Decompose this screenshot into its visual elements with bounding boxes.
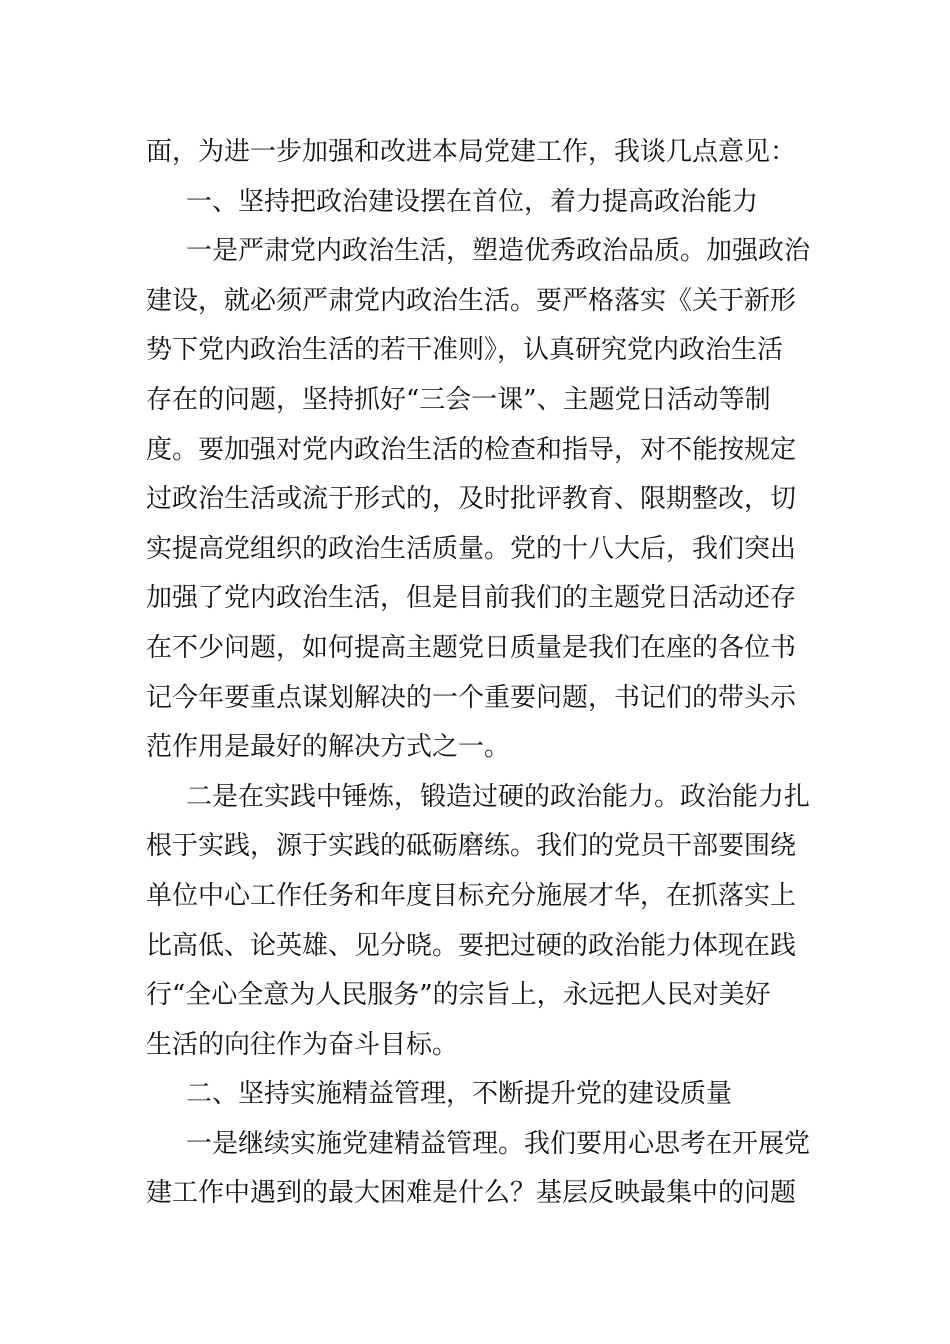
text-line: 行“全心全意为人民服务”的宗旨上，永远把人民对美好	[146, 980, 771, 1011]
section-heading-2: 二、坚持实施精益管理，不断提升党的建设质量	[186, 1079, 733, 1110]
text-line: 生活的向往作为奋斗目标。	[146, 1029, 459, 1060]
text-line: 根于实践，源于实践的砥砺磨练。我们的党员干部要围绕	[146, 831, 797, 862]
text-line: 在不少问题，如何提高主题党日质量是我们在座的各位书	[146, 632, 797, 663]
text-line: 一是严肃党内政治生活，塑造优秀政治品质。加强政治	[186, 236, 811, 267]
text-line: 比高低、论英雄、见分晓。要把过硬的政治能力体现在践	[146, 930, 797, 961]
text-line: 加强了党内政治生活，但是目前我们的主题党日活动还存	[146, 583, 797, 614]
text-line: 建设，就必须严肃党内政治生活。要严格落实《关于新形	[146, 285, 797, 316]
text-line: 单位中心工作任务和年度目标充分施展才华，在抓落实上	[146, 880, 797, 911]
text-line: 实提高党组织的政治生活质量。党的十八大后，我们突出	[146, 533, 797, 564]
text-line: 一是继续实施党建精益管理。我们要用心思考在开展党	[186, 1128, 811, 1159]
text-line: 范作用是最好的解决方式之一。	[146, 732, 511, 763]
text-line: 建工作中遇到的最大困难是什么？基层反映最集中的问题	[146, 1178, 797, 1209]
section-heading-1: 一、坚持把政治建设摆在首位，着力提高政治能力	[186, 186, 759, 217]
text-line: 面，为进一步加强和改进本局党建工作，我谈几点意见：	[146, 137, 797, 167]
text-line: 度。要加强对党内政治生活的检查和指导，对不能按规定	[146, 434, 797, 465]
text-line: 过政治生活或流于形式的，及时批评教育、限期整改，切	[146, 484, 797, 515]
document-body	[146, 128, 816, 1219]
text-line: 势下党内政治生活的若干准则》，认真研究党内政治生活	[146, 335, 784, 366]
text-line: 二是在实践中锤炼，锻造过硬的政治能力。政治能力扎	[186, 781, 811, 812]
text-line: 记今年要重点谋划解决的一个重要问题，书记们的带头示	[146, 682, 797, 713]
text-line: 存在的问题，坚持抓好“三会一课”、主题党日活动等制	[146, 384, 771, 415]
